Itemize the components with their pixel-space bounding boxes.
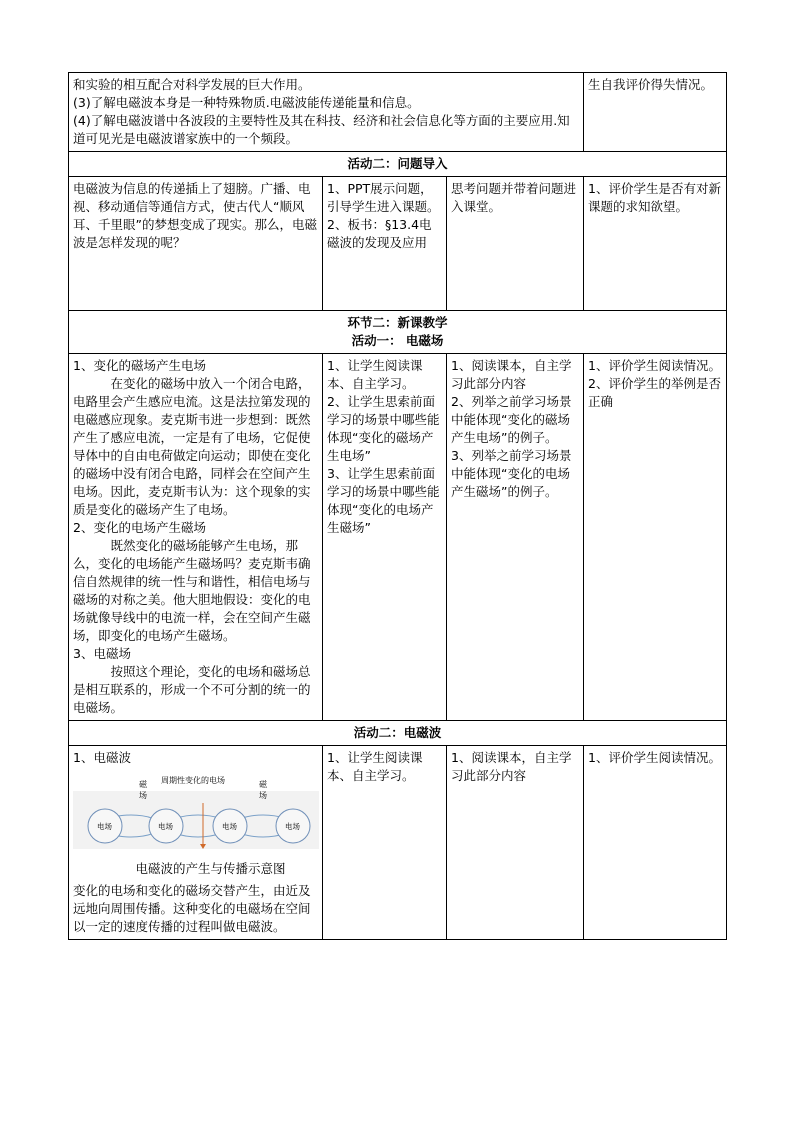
objective-line: (3)了解电磁波本身是一种特殊物质.电磁波能传递能量和信息。 xyxy=(73,95,420,110)
lesson-plan-table xyxy=(68,72,727,940)
em-field-content xyxy=(69,354,323,721)
objectives-row xyxy=(69,73,727,152)
magnetic-label: 磁 xyxy=(139,780,147,789)
teacher-item: 1、让学生阅读课本、自主学习。 xyxy=(327,750,423,783)
student-item: 思考问题并带着问题进入课堂。 xyxy=(451,181,577,214)
diagram-top-label: 周期性变化的电场 xyxy=(161,776,225,785)
content-text: 电磁波为信息的传递插上了翅膀。广播、电视、移动通信等通信方式，使古代人“顺风耳、千里眼”的梦想变成了现实。那么，电磁波是怎样发现的呢？ xyxy=(73,181,317,250)
paragraph: 变化的电场和变化的磁场交替产生，由近及远地向周围传播。这种变化的电磁场在空间以一定的速度传播的过程叫做电磁波。 xyxy=(73,883,311,934)
teacher-item: 3、让学生思索前面学习的场景中哪些能体现“变化的电场产生磁场” xyxy=(327,466,440,535)
paragraph: 既然变化的磁场能够产生电场，那么，变化的电场能产生磁场吗？麦克斯韦确信自然规律的统一性与和谐性，相信电场与磁场的对称之美。他大胆地假设：变化的电场就像导线中的电流一样，会在空间产生磁场，即变化的电场产生磁场。 xyxy=(73,538,311,643)
student-item: 2、列举之前学习场景中能体现“变化的磁场产生电场”的例子。 xyxy=(451,394,572,445)
magnetic-label: 磁 xyxy=(259,780,267,789)
em-wave-eval xyxy=(584,746,727,940)
subheading: 1、变化的磁场产生电场 xyxy=(73,358,206,373)
eval-item: 1、评价学生阅读情况。 xyxy=(588,750,721,765)
student-item: 1、阅读课本，自主学习此部分内容 xyxy=(451,750,572,783)
objectives-cell xyxy=(69,73,584,152)
figure-caption: 电磁波的产生与传播示意图 xyxy=(135,861,286,876)
section-header-row xyxy=(69,311,727,354)
activity2-header: 活动二：问题导入 xyxy=(69,152,727,177)
em-field-student xyxy=(447,354,584,721)
activity2-row xyxy=(69,177,727,311)
teacher-item: 2、板书：§13.4电磁波的发现及应用 xyxy=(327,217,432,250)
em-wave-svg xyxy=(73,771,319,853)
em-wave-row xyxy=(69,746,727,940)
objective-line: (4)了解电磁波谱中各波段的主要特性及其在科技、经济和社会信息化等方面的主要应用.知道可见光是电磁波谱家族中的一个频段。 xyxy=(73,113,570,146)
paragraph: 按照这个理论，变化的电场和磁场总是相互联系的，形成一个不可分割的统一的电磁场。 xyxy=(73,664,311,715)
node-label: 电场 xyxy=(158,822,173,831)
teacher-item: 1、让学生阅读课本、自主学习。 xyxy=(327,358,423,391)
section2-title: 环节二：新课教学 xyxy=(347,315,448,330)
magnetic-label: 场 xyxy=(139,791,147,800)
magnetic-label: 场 xyxy=(259,791,267,800)
eval-text: 生自我评价得失情况。 xyxy=(588,77,714,92)
activity2-content xyxy=(69,177,323,311)
em-field-row xyxy=(69,354,727,721)
em-wave-content xyxy=(69,746,323,940)
em-wave-student xyxy=(447,746,584,940)
em-wave-diagram xyxy=(73,771,318,858)
activity2-eval xyxy=(584,177,727,311)
subheading: 1、电磁波 xyxy=(73,750,131,765)
teacher-item: 2、让学生思索前面学习的场景中哪些能体现“变化的磁场产生电场” xyxy=(327,394,440,463)
section2-subtitle: 活动一： 电磁场 xyxy=(351,333,444,348)
eval-item: 1、评价学生阅读情况。 xyxy=(588,358,721,373)
em-wave-teacher xyxy=(323,746,447,940)
student-item: 1、阅读课本，自主学习此部分内容 xyxy=(451,358,572,391)
eval-item: 2、评价学生的举例是否正确 xyxy=(588,376,721,409)
eval-item: 1、评价学生是否有对新课题的求知欲望。 xyxy=(588,181,721,214)
teacher-item: 1、PPT展示问题，引导学生进入课题。 xyxy=(327,181,440,214)
subheading: 2、变化的电场产生磁场 xyxy=(73,520,206,535)
em-field-teacher xyxy=(323,354,447,721)
section2-header xyxy=(69,311,727,354)
node-label: 电场 xyxy=(285,822,300,831)
subheading: 3、电磁场 xyxy=(73,646,131,661)
paragraph: 在变化的磁场中放入一个闭合电路，电路里会产生感应电流。这是法拉第发现的电磁感应现象。麦克斯韦进一步想到：既然产生了感应电流，一定是有了电场，它促使导体中的自由电荷做定向运动；即使在变化的磁场中没有闭合电路，同样会在空间产生电场。因此，麦克斯韦认为：这个现象的实质是变化的磁场产生了电场。 xyxy=(73,376,311,517)
objective-line: 和实验的相互配合对科学发展的巨大作用。 xyxy=(73,77,311,92)
em-wave-header: 活动二：电磁波 xyxy=(69,721,727,746)
section-header-row xyxy=(69,721,727,746)
student-item: 3、列举之前学习场景中能体现“变化的电场产生磁场”的例子。 xyxy=(451,448,572,499)
em-field-eval xyxy=(584,354,727,721)
node-label: 电场 xyxy=(97,822,112,831)
activity2-teacher xyxy=(323,177,447,311)
objectives-eval-cell xyxy=(584,73,727,152)
activity2-student xyxy=(447,177,584,311)
section-header-row xyxy=(69,152,727,177)
node-label: 电场 xyxy=(222,822,237,831)
